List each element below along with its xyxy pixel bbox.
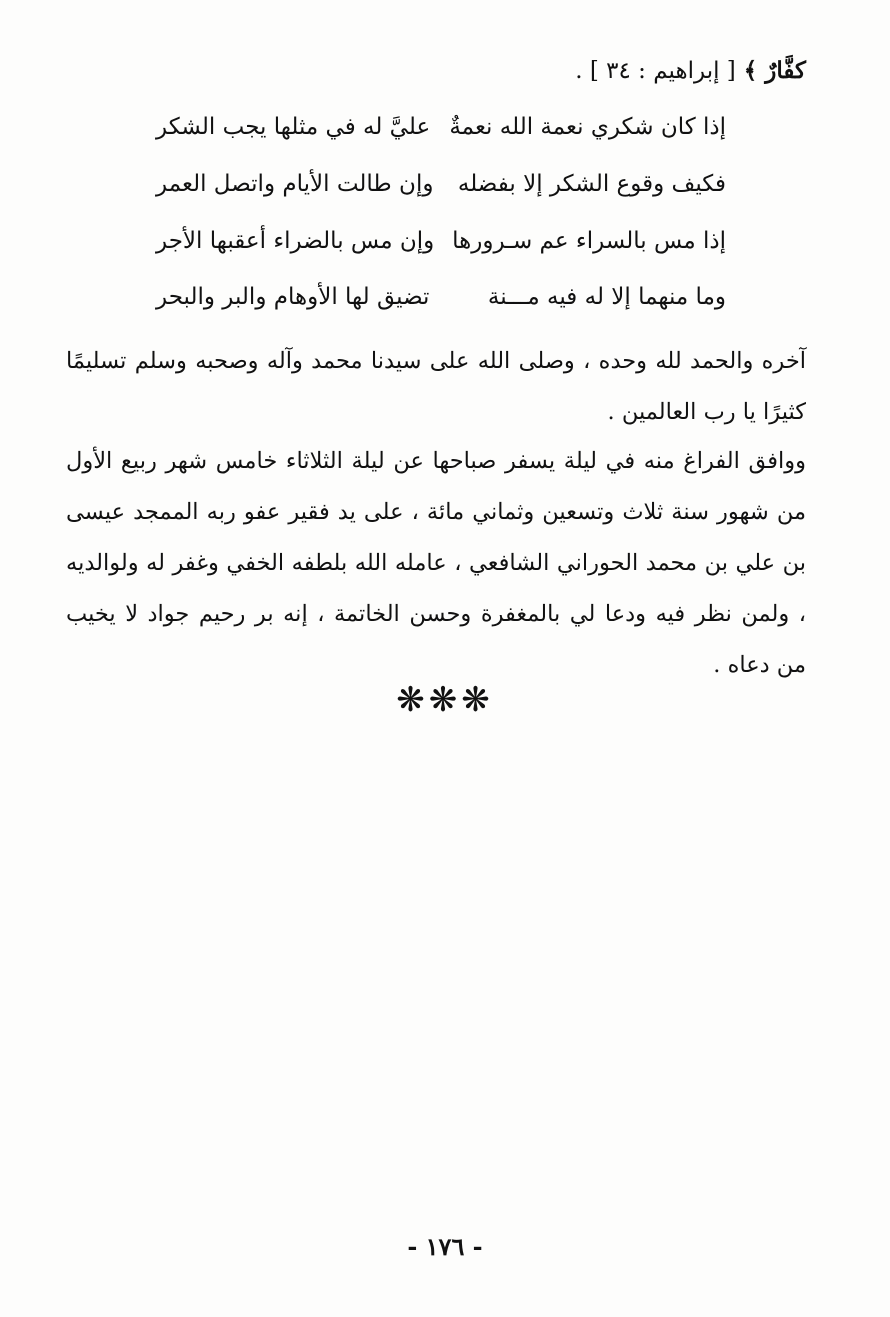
verse-3	[156, 224, 806, 258]
closing-paragraph: آخره والحمد لله وحده ، وصلى الله على سيدنا محمد وآله وصحبه وسلم تسليمًا كثيرًا يا رب العالمين .	[66, 348, 806, 425]
verse-4-second-hemistich: تضيق لها الأوهام والبر والبحر	[156, 284, 430, 310]
verse-4-first-hemistich: وما منهما إلا له فيه مـــنة	[487, 284, 726, 310]
verse-1	[156, 110, 806, 144]
verse-3-second-hemistich: وإن مس بالضراء أعقبها الأجر	[156, 228, 435, 254]
verse-2-second-hemistich: وإن طالت الأيام واتصل العمر	[156, 171, 434, 197]
verse-4	[156, 280, 806, 314]
quote-word: كفَّارٌ	[765, 57, 806, 84]
quote-line	[575, 54, 806, 88]
section-separator: ❋❋❋	[396, 680, 494, 720]
verse-1-second-hemistich: عليَّ له في مثلها يجب الشكر	[156, 114, 431, 140]
verse-2	[156, 167, 806, 201]
quote-bracket: ﴾	[743, 57, 758, 84]
verse-3-first-hemistich: إذا مس بالسراء عم سـرورها	[452, 228, 726, 254]
page-number: - ١٧٦ -	[407, 1232, 483, 1261]
verse-1-first-hemistich: إذا كان شكري نعمة الله نعمةٌ	[449, 114, 726, 140]
verse-2-first-hemistich: فكيف وقوع الشكر إلا بفضله	[457, 171, 726, 197]
colophon-paragraph: ووافق الفراغ منه في ليلة يسفر صباحها عن ليلة الثلاثاء خامس شهر ربيع الأول من شهور سنة ثلاث وتسعين وثماني مائة ، على يد فقير عفو ربه الممجد عيسى بن علي بن محمد الحوراني الشافعي ، عامله الله بلطفه الخفي وغفر له ولوالديه ، ولمن نظر فيه ودعا لي بالمغفرة وحسن الخاتمة ، إنه بر رحيم جواد لا يخيب من دعاه .	[66, 448, 806, 678]
surah-reference: [ إبراهيم : ٣٤ ] .	[575, 58, 736, 84]
